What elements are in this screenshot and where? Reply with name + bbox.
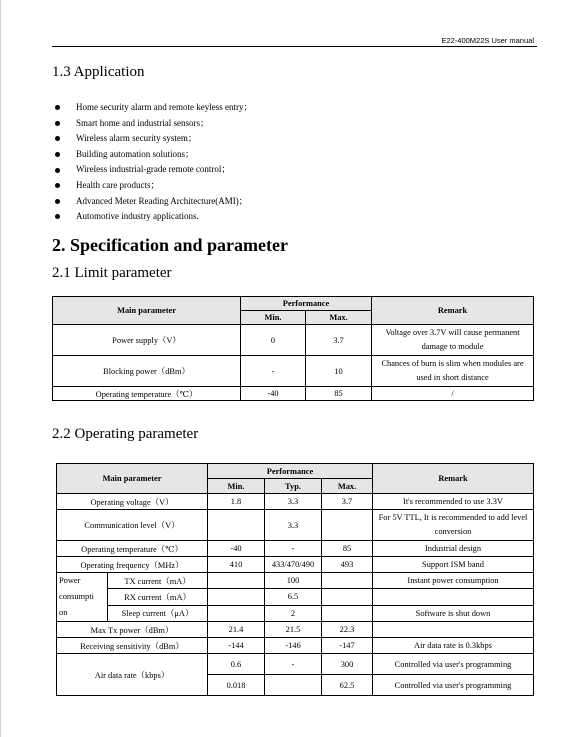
header-typ: Typ. — [265, 479, 322, 494]
list-item: Wireless industrial-grade remote control； — [52, 162, 252, 178]
section-title-2: 2. Specification and parameter — [52, 235, 288, 255]
list-item: Smart home and industrial sensors； — [52, 116, 252, 132]
table-row: Air data rate（kbps） 0.6 - 300 Controlled via user's programming — [57, 654, 534, 675]
bullet-icon — [55, 121, 60, 126]
list-item: Health care products； — [52, 178, 252, 194]
application-list — [52, 100, 252, 225]
header-performance: Performance — [208, 464, 373, 479]
header-max: Max. — [306, 311, 372, 325]
header-min: Min. — [208, 479, 265, 494]
bullet-icon — [55, 199, 60, 204]
bullet-icon — [55, 214, 60, 219]
table-row: Operating temperature（℃） -40 - 85 Industrial design — [57, 541, 534, 557]
header-performance: Performance — [241, 297, 372, 311]
table-row: Blocking power（dBm） - 10 Chances of burn is slim when modules are used in short distance — [53, 356, 534, 387]
header-main-parameter: Main parameter — [53, 297, 241, 325]
bullet-icon — [55, 183, 60, 188]
table-row: Operating temperature（℃） -40 85 / — [53, 387, 534, 401]
list-item: Home security alarm and remote keyless entry； — [52, 100, 252, 116]
table-row: Operating voltage（V） 1.8 3.3 3.7 It's recommended to use 3.3V — [57, 494, 534, 510]
list-item: Wireless alarm security system； — [52, 131, 252, 147]
header-remark: Remark — [372, 297, 534, 325]
table-row: Receiving sensitivity（dBm） -144 -146 -147 Air data rate is 0.3kbps — [57, 638, 534, 654]
section-title-1-3: 1.3 Application — [52, 64, 145, 80]
table-row: RX current（mA） 6.5 — [57, 589, 534, 605]
operating-parameter-table — [56, 463, 534, 696]
power-consumption-label: Power consumpti on — [57, 573, 108, 622]
header-rule — [52, 46, 537, 47]
section-title-2-2: 2.2 Operating parameter — [52, 426, 199, 442]
table-row: Max Tx power（dBm） 21.4 21.5 22.3 — [57, 622, 534, 638]
list-item: Advanced Meter Reading Architecture(AMI)； — [52, 194, 252, 210]
section-title-2-1: 2.1 Limit parameter — [52, 265, 172, 281]
header-main-parameter: Main parameter — [57, 464, 208, 494]
bullet-icon — [55, 105, 60, 110]
limit-parameter-table — [52, 296, 534, 401]
list-item: Automotive industry applications. — [52, 209, 252, 225]
header-remark: Remark — [373, 464, 534, 494]
bullet-icon — [55, 136, 60, 141]
header-max: Max. — [322, 479, 373, 494]
table-row: Communication level（V） 3.3 For 5V TTL, It is recommended to add level conversion — [57, 510, 534, 541]
page-edge — [0, 0, 1, 737]
table-row: 0.018 62.5 Controlled via user's programming — [57, 675, 534, 696]
bullet-icon — [55, 168, 60, 173]
table-row: Power supply（V） 0 3.7 Voltage over 3.7V will cause permanent damage to module — [53, 325, 534, 356]
list-item: Building automation solutions； — [52, 147, 252, 163]
table-row: Power consumpti on TX current（mA） 100 Instant power consumption — [57, 573, 534, 589]
document-header: E22-400M22S User manual — [441, 36, 534, 45]
header-min: Min. — [241, 311, 306, 325]
table-row: Sleep current（μA） 2 Software is shut down — [57, 605, 534, 621]
bullet-icon — [55, 152, 60, 157]
table-row: Operating frequency（MHz） 410 433/470/490 493 Support ISM band — [57, 557, 534, 573]
